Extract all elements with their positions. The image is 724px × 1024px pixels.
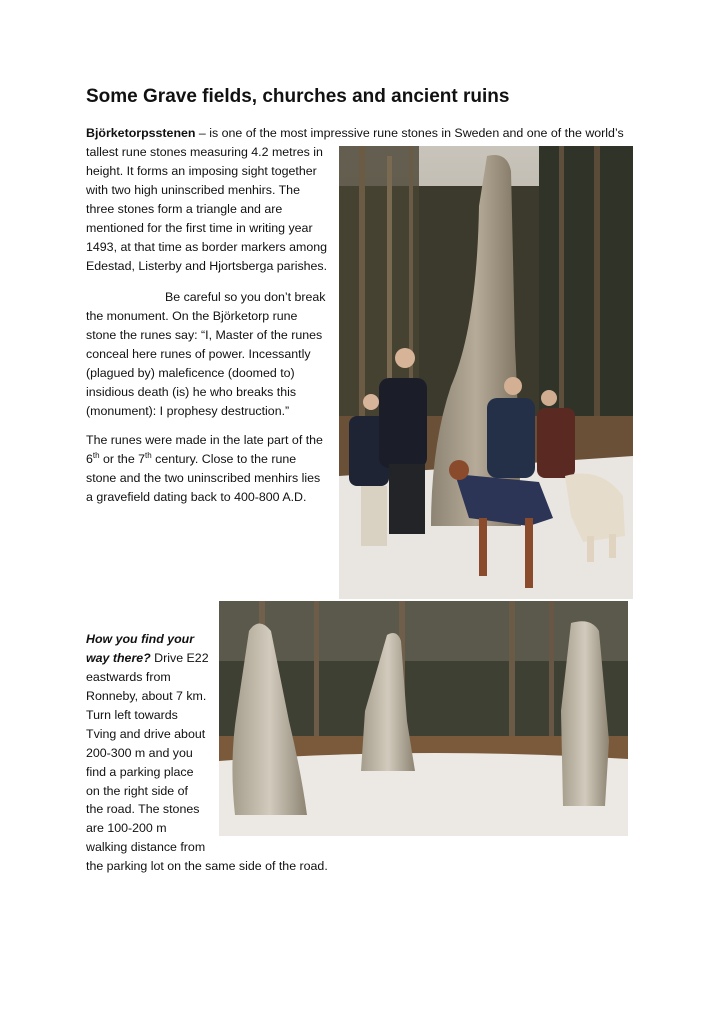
directions-line: Ronneby, about 7 km. — [86, 689, 207, 703]
history-text: century. Close to the rune — [151, 452, 297, 466]
directions-line: the road. The stones — [86, 802, 200, 816]
menhirs-photo — [219, 601, 628, 836]
superscript: th — [145, 450, 152, 460]
intro-line: with two high uninscribed menhirs. The — [86, 183, 300, 197]
history-line — [86, 450, 296, 469]
history-text: or the 7 — [99, 452, 146, 466]
intro-line: mentioned for the first time in writing year — [86, 221, 313, 235]
warning-line: insidious death (is) he who breaks this — [86, 385, 297, 399]
intro-line: Edestad, Listerby and Hjortsberga parishes. — [86, 259, 328, 273]
warning-line: conceal here runes of power. Incessantly — [86, 347, 311, 361]
warning-line: Be careful so you don’t break — [165, 290, 326, 304]
directions-line: walking distance from — [86, 840, 206, 854]
intro-line: 1493, at that time as border markers among — [86, 240, 328, 254]
rune-stone-photo — [339, 146, 633, 599]
directions-line: Turn left towards — [86, 708, 178, 722]
history-line: a gravefield dating back to 400-800 A.D. — [86, 490, 307, 504]
warning-line: stone the runes say: “I, Master of the runes — [86, 328, 323, 342]
intro-line: height. It forms an imposing sight together — [86, 164, 317, 178]
directions-heading-text: How you find your — [86, 632, 195, 646]
directions-line: find a parking place — [86, 765, 194, 779]
history-text: 6 — [86, 452, 93, 466]
history-line: The runes were made in the late part of the — [86, 433, 323, 447]
warning-line: the monument. On the Björketorp rune — [86, 309, 298, 323]
directions-line: are 100-200 m — [86, 821, 167, 835]
history-line: stone and the two uninscribed menhirs lies — [86, 471, 321, 485]
intro-line: three stones form a triangle and are — [86, 202, 283, 216]
directions-heading — [86, 630, 194, 649]
directions-line: the parking lot on the same side of the road. — [86, 859, 328, 873]
directions-line: eastwards from — [86, 670, 171, 684]
warning-line: (monument): I prophesy destruction.” — [86, 404, 290, 418]
intro-line: tallest rune stones measuring 4.2 metres in — [86, 145, 323, 159]
page-title: Some Grave fields, churches and ancient ruins — [86, 86, 510, 107]
directions-text: Drive E22 — [150, 651, 209, 665]
superscript: th — [92, 450, 100, 460]
intro-line-1 — [86, 124, 624, 143]
directions-line: on the right side of — [86, 784, 188, 798]
intro-line-1-text: – is one of the most impressive rune stones in Sweden and one of the world’s — [195, 126, 624, 140]
directions-line — [86, 649, 209, 668]
directions-heading-text: way there? — [86, 651, 151, 665]
stone-name: Björketorpsstenen — [86, 126, 196, 140]
warning-line: (plagued by) maleficence (doomed to) — [86, 366, 295, 380]
directions-line: 200-300 m and you — [86, 746, 193, 760]
directions-line: Tving and drive about — [86, 727, 206, 741]
